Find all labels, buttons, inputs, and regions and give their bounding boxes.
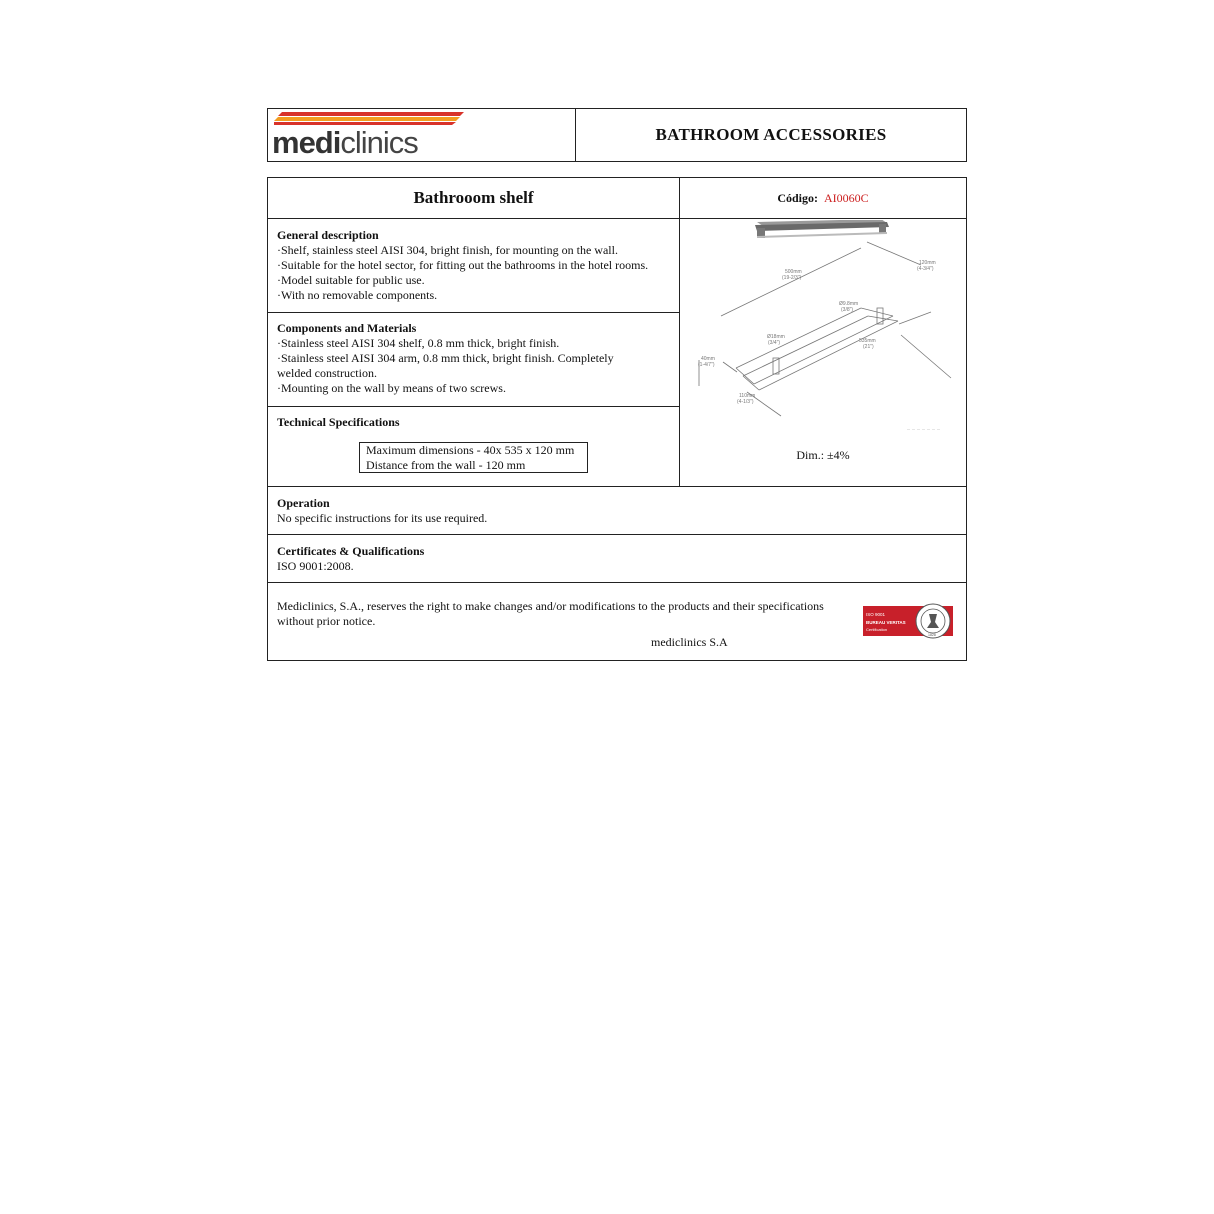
components-line: ·Mounting on the wall by means of two screws. <box>277 381 506 395</box>
product-title: Bathrooom shelf <box>413 188 534 207</box>
section-heading: Certificates & Qualifications <box>277 544 425 558</box>
general-description <box>277 228 648 303</box>
dimension-label: 40mm <box>701 356 715 362</box>
operation-section <box>277 496 487 526</box>
components-line: ·Stainless steel AISI 304 arm, 0.8 mm thick, bright finish. Completely <box>277 351 614 365</box>
dimension-label: Ø9.8mm <box>839 301 859 307</box>
code-label: Código: <box>777 190 818 205</box>
section-heading: Components and Materials <box>277 321 417 335</box>
spec-line: Maximum dimensions - 40x 535 x 120 mm <box>366 443 575 457</box>
spec-line: Distance from the wall - 120 mm <box>366 458 526 472</box>
dimension-label: 110mm <box>739 393 756 399</box>
components-line: welded construction. <box>277 366 377 380</box>
description-line: ·Shelf, stainless steel AISI 304, bright finish, for mounting on the wall. <box>277 243 618 257</box>
dimension-label: Ø18mm <box>767 334 785 340</box>
dimension-label: 120mm <box>919 260 936 266</box>
disclaimer <box>277 599 867 629</box>
operation-text: No specific instructions for its use required. <box>277 511 488 525</box>
svg-text:BUREAU VERITAS: BUREAU VERITAS <box>866 620 906 625</box>
dimension-label: (21") <box>863 344 874 350</box>
dimension-label: 535mm <box>859 338 876 344</box>
product-drawing <box>681 220 965 430</box>
section-heading: General description <box>277 228 379 242</box>
column-divider <box>679 178 680 486</box>
section-heading: Technical Specifications <box>277 415 400 429</box>
product-table <box>267 177 967 661</box>
row-divider <box>268 582 966 583</box>
row-divider <box>268 312 679 313</box>
svg-text:Certification: Certification <box>866 627 888 632</box>
line-drawing <box>699 242 951 416</box>
description-line: ·Model suitable for public use. <box>277 273 425 287</box>
category-title: BATHROOM ACCESSORIES <box>655 125 887 144</box>
row-divider <box>268 218 966 219</box>
logo-wordmark: mediclinics <box>272 125 418 160</box>
dimension-label: (3/8") <box>841 307 854 313</box>
dimension-label: (4-1/3") <box>737 399 754 405</box>
spec-box <box>359 442 588 473</box>
dimension-label: (19-2/3") <box>782 275 802 281</box>
product-code <box>680 178 966 218</box>
row-divider <box>268 486 966 487</box>
document-header <box>267 108 967 162</box>
section-heading: Operation <box>277 496 330 510</box>
shelf-photo <box>755 220 889 238</box>
dimension-label: 500mm <box>785 269 802 275</box>
company-name: mediclinics S.A <box>651 635 728 649</box>
disclaimer-line: without prior notice. <box>277 614 376 628</box>
dimension-label: (4-3/4") <box>917 266 934 272</box>
dimension-label: (3/4") <box>768 340 781 346</box>
svg-text:ISO 9001: ISO 9001 <box>866 612 886 617</box>
description-line: ·Suitable for the hotel sector, for fitting out the bathrooms in the hotel rooms. <box>277 258 649 272</box>
row-divider <box>268 406 679 407</box>
brand-logo <box>268 109 576 161</box>
dimension-label: (1-4/7") <box>698 362 715 368</box>
dimension-tolerance: Dim.: ±4% <box>796 448 850 462</box>
technical-specifications <box>277 415 400 430</box>
bureau-veritas-certification-icon <box>863 602 955 640</box>
certificates-section <box>277 544 424 574</box>
disclaimer-line: Mediclinics, S.A., reserves the right to make changes and/or modifications to the products and their specifications <box>277 599 824 613</box>
components-line: ·Stainless steel AISI 304 shelf, 0.8 mm thick, bright finish. <box>277 336 560 350</box>
code-value: AI0060C <box>824 190 869 205</box>
description-line: ·With no removable components. <box>277 288 438 302</box>
row-divider <box>268 534 966 535</box>
svg-text:1828: 1828 <box>928 633 936 637</box>
certificates-text: ISO 9001:2008. <box>277 559 354 573</box>
components-materials <box>277 321 614 396</box>
